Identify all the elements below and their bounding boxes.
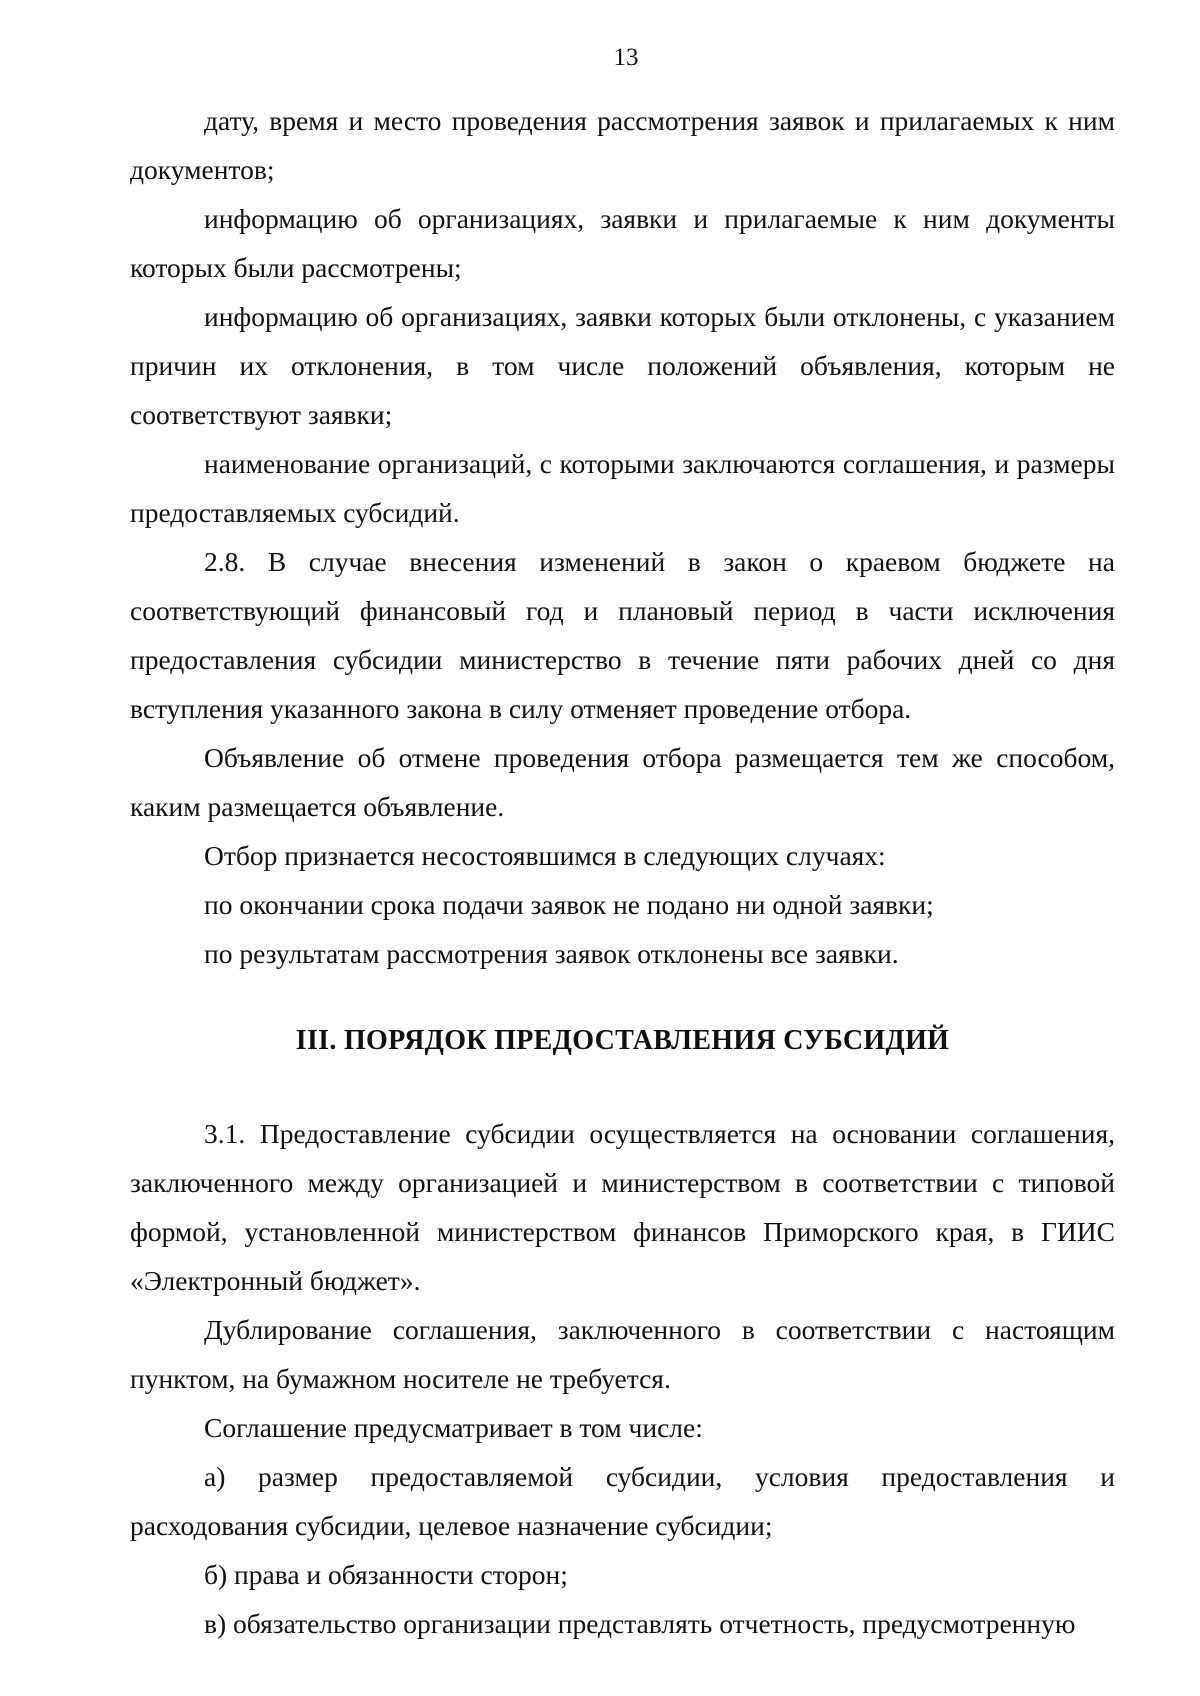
paragraph: Объявление об отмене проведения отбора размещается тем же способом, каким размещается объявление. (130, 742, 1115, 822)
paragraph: в) обязательство организации представлять отчетность, предусмотренную (204, 1608, 1076, 1639)
paragraph: б) права и обязанности сторон; (204, 1559, 568, 1590)
section-heading: III. ПОРЯДОК ПРЕДОСТАВЛЕНИЯ СУБСИДИЙ (295, 1025, 950, 1056)
paragraph: информацию об организациях, заявки и прилагаемые к ним документы которых были рассмотрены; (130, 203, 1115, 283)
paragraph: а) размер предоставляемой субсидии, условия предоставления и расходования субсидии, целевое назначение субсидии; (130, 1461, 1115, 1541)
paragraph: информацию об организациях, заявки которых были отклонены, с указанием причин их отклонения, в том числе положений объявления, которым не соответствуют заявки; (130, 301, 1115, 430)
paragraph: Дублирование соглашения, заключенного в соответствии с настоящим пунктом, на бумажном носителе не требуется. (130, 1314, 1115, 1394)
paragraph: Отбор признается несостоявшимся в следующих случаях: (204, 840, 886, 871)
paragraph: дату, время и место проведения рассмотрения заявок и прилагаемых к ним документов; (130, 105, 1115, 185)
paragraph: по результатам рассмотрения заявок отклонены все заявки. (204, 938, 899, 969)
paragraph: наименование организаций, с которыми заключаются соглашения, и размеры предоставляемых субсидий. (130, 448, 1115, 528)
document-body (130, 96, 1115, 1648)
paragraph: 3.1. Предоставление субсидии осуществляется на основании соглашения, заключенного между организацией и министерством в соответствии с типовой формой, установленной министерством финансов Приморского края, в ГИИС «Электронный бюджет». (130, 1118, 1115, 1296)
page-number: 13 (613, 44, 639, 71)
paragraph: по окончании срока подачи заявок не подано ни одной заявки; (204, 889, 934, 920)
paragraph: 2.8. В случае внесения изменений в закон о краевом бюджете на соответствующий финансовый год и плановый период в части исключения предоставления субсидии министерство в течение пяти рабочих дней со дня вступления указанного закона в силу отменяет проведение отбора. (130, 546, 1115, 724)
paragraph: Соглашение предусматривает в том числе: (204, 1412, 703, 1443)
